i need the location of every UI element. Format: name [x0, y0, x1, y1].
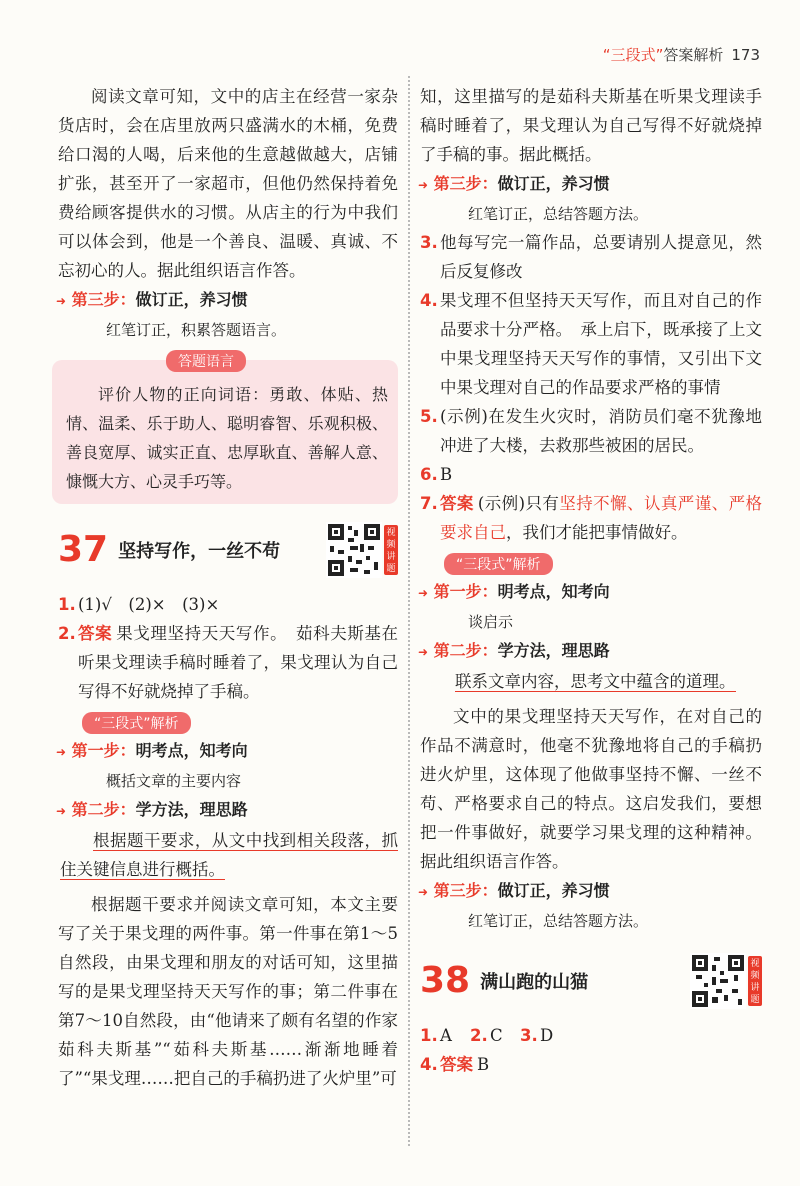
right-step2-sub: 联系文章内容，思考文中蕴含的道理。	[455, 672, 736, 691]
question-text: C	[490, 1026, 503, 1045]
answer-text-b: ，我们才能把事情做好。	[506, 523, 688, 542]
left-step1-sub: 概括文章的主要内容	[106, 772, 242, 790]
question-number: 1.	[420, 1026, 438, 1045]
left-paragraph-1: 阅读文章可知，文中的店主在经营一家杂货店时，会在店里放两只盛满水的木桶，免费给口渴的人喝，后来他的生意越做越大，店铺扩张，甚至开了一家超市，但他仍然保持着免费给顾客提供水的习惯。从店主的行为中我们可以体会到，他是一个善良、温暖、真诚、不忘初心的人。据此组织语言作答。	[58, 87, 398, 280]
left-column	[58, 82, 398, 1093]
lesson-37-heading	[58, 522, 398, 578]
step-title: 明考点，知考向	[135, 741, 248, 760]
arrow-icon: ➜	[418, 645, 429, 659]
right-step3b-sub: 红笔订正，总结答题方法。	[468, 912, 649, 930]
step-label: 第三步：	[433, 174, 498, 193]
answer-label: 答案	[78, 624, 113, 643]
three-step-pill: “三段式”解析	[444, 553, 553, 575]
right-q3	[420, 228, 762, 286]
right-step3b	[418, 876, 762, 907]
lesson-number: 37	[58, 529, 109, 570]
question-number: 2.	[470, 1026, 488, 1045]
question-text: (1)√ (2)× (3)×	[78, 595, 220, 614]
right-q5	[420, 402, 762, 460]
step-label: 第一步：	[433, 582, 498, 601]
question-number: 2.	[58, 624, 76, 643]
question-number: 6.	[420, 465, 438, 484]
arrow-icon: ➜	[418, 178, 429, 192]
answer-label: 答案	[440, 1055, 473, 1074]
step-title: 学方法，理思路	[497, 641, 610, 660]
right-step1	[418, 577, 762, 608]
right-q4	[420, 286, 762, 402]
left-q2	[58, 619, 398, 706]
lesson-38-heading	[420, 953, 762, 1009]
step-label: 第三步：	[433, 881, 498, 900]
left-step1	[56, 736, 398, 767]
qr-code-icon[interactable]	[690, 953, 746, 1009]
answer-language-box	[52, 354, 398, 504]
question-text: 果戈理不但坚持天天写作，而且对自己的作品要求十分严格。 承上启下，既承接了上文中果戈理坚持天天写作的事情，又引出下文中果戈理对自己的作品要求严格的事情	[440, 291, 762, 397]
arrow-icon: ➜	[418, 586, 429, 600]
arrow-icon: ➜	[56, 745, 67, 759]
answer-label: 答案	[440, 494, 474, 513]
question-text: B	[440, 465, 453, 484]
question-number: 3.	[520, 1026, 538, 1045]
page-header	[603, 44, 760, 65]
question-text: 果戈理坚持天天写作。 茹科夫斯基在听果戈理读手稿时睡着了，果戈理认为自己写得不好就烧掉了手稿。	[78, 624, 399, 701]
question-text: 他每写完一篇作品，总要请别人提意见，然后反复修改	[440, 233, 762, 281]
right-column	[420, 82, 762, 1079]
header-quote: “三段式”	[602, 46, 664, 64]
left-step2-sub: 根据题干要求，从文中找到相关段落，抓住关键信息进行概括。	[60, 831, 398, 879]
video-tag: 视频讲题	[384, 525, 398, 575]
right-step2	[418, 636, 762, 667]
column-divider	[408, 76, 410, 1146]
arrow-icon: ➜	[56, 804, 67, 818]
answer-highlight: 坚持不懈、认真严谨、严格要求自己	[440, 494, 763, 542]
question-number: 4.	[420, 1055, 438, 1074]
right-paragraph-1: 知，这里描写的是茹科夫斯基在听果戈理读手稿时睡着了，果戈理认为自己写得不好就烧掉了手稿的事。据此概括。	[420, 87, 762, 164]
step-label: 第三步：	[71, 290, 136, 309]
question-text: D	[540, 1026, 554, 1045]
step-title: 做订正，养习惯	[135, 290, 248, 309]
video-tag: 视频讲题	[748, 956, 762, 1006]
left-paragraph-2: 根据题干要求并阅读文章可知，本文主要写了关于果戈理的两件事。第一件事在第1～5自然段，由果戈理和朋友的对话可知，这里描写的是果戈理坚持天天写作的事；第二件事在第7～10自然段，由“他请来了颇有名望的作家茹科夫斯基”“茹科夫斯基……渐渐地睡着了”“果戈理……把自己的手稿扔进了火炉里”可	[58, 895, 398, 1088]
step-label: 第二步：	[433, 641, 498, 660]
question-number: 5.	[420, 407, 438, 426]
question-text: (示例)在发生火灾时，消防员们毫不犹豫地冲进了大楼，去救那些被困的居民。	[440, 407, 762, 455]
left-step3-sub: 红笔订正，积累答题语言。	[106, 321, 287, 339]
question-text: A	[440, 1026, 452, 1045]
right-q6	[420, 460, 762, 489]
box-text: 评价人物的正向词语：勇敢、体贴、热情、温柔、乐于助人、聪明睿智、乐观积极、善良宽厚、诚实正直、忠厚耿直、善解人意、慷慨大方、心灵手巧等。	[66, 385, 388, 491]
question-number: 1.	[58, 595, 76, 614]
step-label: 第二步：	[71, 800, 136, 819]
question-number: 4.	[420, 291, 438, 310]
three-step-pill: “三段式”解析	[82, 712, 191, 734]
arrow-icon: ➜	[56, 294, 67, 308]
left-q1	[58, 590, 398, 619]
qr-code-icon[interactable]	[326, 522, 382, 578]
box-tag: 答题语言	[166, 350, 246, 372]
question-number: 3.	[420, 233, 438, 252]
right-step3-sub: 红笔订正，总结答题方法。	[468, 205, 649, 223]
lesson-title: 坚持写作，一丝不苟	[118, 541, 281, 562]
right-step1-sub: 谈启示	[468, 613, 514, 631]
right-q7	[420, 489, 762, 547]
right-paragraph-2: 文中的果戈理坚持天天写作，在对自己的作品不满意时，他毫不犹豫地将自己的手稿扔进火炉里，这体现了他做事坚持不懈、一丝不苟、严格要求自己的特点。这启发我们，要想把一件事做好，就要学习果戈理的这种精神。据此组织语言作答。	[420, 707, 762, 871]
step-title: 做订正，养习惯	[497, 881, 610, 900]
question-text: B	[477, 1055, 490, 1074]
step-title: 做订正，养习惯	[497, 174, 610, 193]
left-step2	[56, 795, 398, 826]
left-step3	[56, 285, 398, 316]
lesson-title: 满山跑的山猫	[480, 972, 589, 993]
answer-text-a: (示例)只有	[477, 494, 560, 513]
step-title: 学方法，理思路	[135, 800, 248, 819]
right-lesson38-q4	[420, 1050, 762, 1079]
step-label: 第一步：	[71, 741, 136, 760]
right-lesson38-q1-3	[420, 1021, 762, 1050]
arrow-icon: ➜	[418, 885, 429, 899]
question-number: 7.	[420, 494, 438, 513]
header-title: 答案解析	[663, 46, 724, 64]
right-step3	[418, 169, 762, 200]
lesson-number: 38	[420, 960, 471, 1001]
step-title: 明考点，知考向	[497, 582, 610, 601]
page-number: 173	[731, 46, 760, 64]
